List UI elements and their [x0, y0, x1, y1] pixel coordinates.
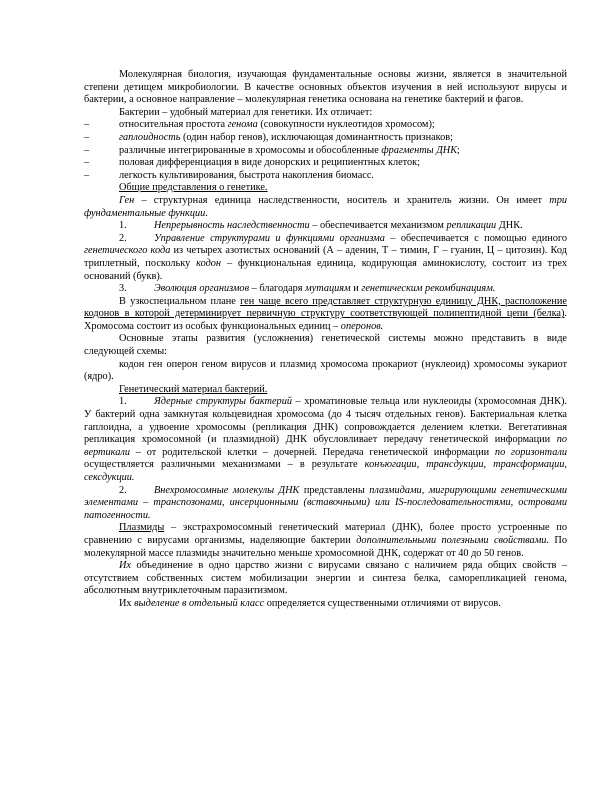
bacteria-features-list	[84, 119, 567, 182]
material-item-2: 2. Внехромосомные молекулы ДНК представлены плазмидами, мигрирующими генетическими элементами – транспозонами, инсерционными (вставочными) или IS-последовательностями, островами патогенности.	[84, 484, 567, 521]
list-item: – относительная простота генома (совокупности нуклеотидов хромосом);	[84, 119, 435, 131]
function-item-3: 3. Эволюция организмов – благодаря мутациям и генетическим рекомбинациям.	[119, 283, 496, 295]
list-dash: –	[84, 119, 90, 131]
kingdom-paragraph: Их объединение в одно царство жизни с вирусами связано с наличием ряда общих свойств – отсутствием собственных систем мобилизации энергии и синтеза белка, саморепликацией генома, абсолютным внутриклеточным паразитизмом.	[84, 560, 567, 597]
class-separation-paragraph: Их выделение в отдельный класс определяется существенными отличиями от вирусов.	[119, 597, 501, 609]
list-item: – различные интегрированные в хромосомы и обособленные фрагменты ДНК;	[84, 144, 460, 156]
bacteria-lead-paragraph: Бактерии – удобный материал для генетики. Их отличает:	[119, 106, 373, 118]
evolution-scheme: кодон ген оперон геном вирусов и плазмид хромосома прокариот (нуклеоид) хромосомы эукариот (ядро).	[84, 358, 567, 383]
gene-definition-paragraph: Ген – структурная единица наследственности, носитель и хранитель жизни. Он имеет три фундаментальные функции.	[84, 194, 567, 219]
list-item: – легкость культивирования, быстрота накопления биомасс.	[84, 169, 375, 181]
function-item-2: 2. Управление структурами и функциями организма – обеспечивается с помощью единого генетического кода из четырех азотистых оснований (А – аденин, Т – тимин, Г – гуанин, Ц – цитозин). Код триплетный, поскольку кодон – функциональная единица, кодирующая аминокислоту, состоит из трех оснований (букв).	[84, 232, 568, 282]
list-dash: –	[84, 169, 90, 181]
list-item: – половая дифференциация в виде донорских и реципиентных клеток;	[84, 157, 421, 169]
section-heading-genetics: Общие представления о генетике.	[119, 182, 268, 194]
plasmids-paragraph: Плазмиды – экстрахромосомный генетический материал (ДНК), более просто устроенные по сравнению с вирусами организмы, наделяющие бактерии дополнительными полезными свойствами. По молекулярной массе плазмиды значительно меньше хромосомной ДНК, содержат от 40 до 50 генов.	[84, 522, 567, 559]
list-dash: –	[84, 144, 90, 156]
list-dash: –	[84, 131, 90, 143]
material-item-1: 1. Ядерные структуры бактерий – хроматиновые тельца или нуклеоиды (хромосомная ДНК). У бактерий одна замкнутая кольцевидная хромосома (до 4 тысяч отдельных генов). Бактериальная клетка гаплоидна, а удвоение хромосомы (репликация ДНК) сопровождается делением клетки. Вегетативная репликация хромосомной (и плазмидной) ДНК обусловливает передачу генетической информации по вертикали – от родительской клетки – дочерней. Передача генетической информации по горизонтали осуществляется различными механизмами – в результате конъюгации, трансдукции, трансформации, сексдукции.	[84, 396, 567, 483]
list-item: – гаплоидность (один набор генов), исключающая доминантность признаков;	[84, 131, 454, 143]
gene-structure-paragraph: В узкоспециальном плане ген чаще всего представляет структурную единицу ДНК, расположение кодонов в которой детерминирует первичную структуру соответствующей полипептидной цепи (белка). Хромосома состоит из особых функциональных единиц – оперонов.	[84, 295, 568, 332]
function-item-1: 1. Непрерывность наследственности – обеспечивается механизмом репликации ДНК.	[119, 220, 523, 232]
evolution-stages-paragraph: Основные этапы развития (усложнения) генетической системы можно представить в виде следующей схемы:	[84, 333, 567, 358]
intro-paragraph: Молекулярная биология, изучающая фундаментальные основы жизни, является в значительной степени детищем микробиологии. В качестве основных объектов изучения в ней используют вирусы и бактерии, а основное направление – молекулярная генетика основана на генетике бактерий и фагов.	[84, 69, 567, 106]
list-dash: –	[84, 157, 90, 169]
section-heading-bacterial-material: Генетический материал бактерий.	[119, 383, 268, 395]
